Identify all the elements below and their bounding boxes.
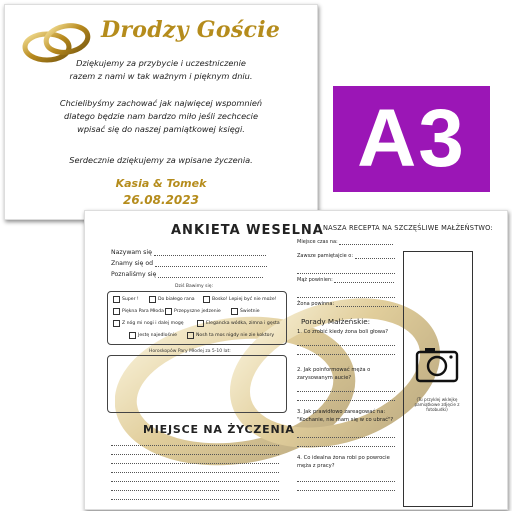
wish-line[interactable] (111, 454, 279, 455)
dotted-line[interactable] (297, 297, 395, 298)
survey-title: ANKIETA WESELNA (171, 223, 324, 238)
camera-icon (415, 345, 459, 383)
option-label: Elegancka wódka, zimna i gęsta (206, 321, 280, 326)
option-label: Przepyszne jedzenie (174, 309, 221, 314)
wishes-title: MIEJSCE NA ŻYCZENIA (143, 423, 295, 436)
greeting-paragraph-1 (5, 57, 317, 83)
survey-card (84, 210, 508, 510)
checkbox-icon[interactable] (165, 308, 172, 315)
wish-line[interactable] (111, 463, 279, 464)
dotted-line (158, 277, 263, 278)
field-label: Znamy się od (111, 260, 154, 267)
horoscope-label: Horoskopów Pary Młodej za 5-10 lat: (149, 349, 231, 354)
dotted-line (155, 266, 267, 267)
greeting-paragraph-2 (5, 97, 317, 136)
field-label: Nazywam się (111, 249, 152, 256)
dotted-line (339, 244, 393, 245)
text-line: wpisać się do naszej pamiątkowej księgi. (77, 124, 245, 134)
option-checkbox[interactable] (149, 296, 195, 303)
dotted-line (154, 255, 266, 256)
field-known-since (111, 260, 267, 267)
wish-line[interactable] (111, 445, 279, 446)
photo-caption: (Tu przyklej wklejkę pamiątkowe zdjęcie z fotobudki) (414, 397, 460, 413)
text-line: Dziękujemy za przybycie i uczestniczenie (76, 58, 246, 68)
checkbox-icon[interactable] (149, 296, 156, 303)
advice-question-1: 1. Co zrobić kiedy żona boli głowa? (297, 329, 388, 335)
greeting-paragraph-3 (5, 154, 317, 167)
wish-line[interactable] (111, 481, 279, 482)
size-badge (333, 86, 490, 192)
dotted-line[interactable] (297, 490, 395, 491)
dotted-line[interactable] (297, 273, 395, 274)
option-label: Piękna Para Młoda (122, 309, 164, 314)
checkbox-icon[interactable] (203, 296, 210, 303)
field-name (111, 249, 266, 256)
option-label: Bosko! Lepiej być nie może! (212, 297, 277, 302)
advice-question-3: 3. Jak prawidłowo zareagować na: "Kochanie, nie mam się w co ubrać"? (297, 409, 394, 423)
option-checkbox[interactable] (113, 320, 184, 327)
size-badge-label: A3 (357, 93, 466, 184)
option-label: Do białego rana (158, 297, 195, 302)
option-label: Świetnie (240, 309, 260, 314)
field-label: Mąż powinien: (297, 277, 333, 283)
text-line: razem z nami w tak ważnym i pięknym dniu. (69, 71, 253, 81)
recipe-title: NASZA RECEPTA NA SZCZĘŚLIWE MAŁŻEŃSTWO: (323, 224, 493, 232)
checkbox-icon[interactable] (113, 320, 120, 327)
advice-title: Porady Małżeńskie: (301, 317, 371, 326)
text-line: Chcielibyśmy zachować jak najwięcej wspomnień (59, 98, 263, 108)
option-checkbox[interactable] (113, 296, 139, 303)
option-label: Z nóg mi nogi i dalej mogę (122, 321, 184, 326)
checkbox-icon[interactable] (113, 308, 120, 315)
field-label: Zawsze pamiętajcie o: (297, 253, 354, 259)
option-checkbox[interactable] (187, 332, 274, 339)
recipe-field (297, 301, 398, 307)
checkbox-icon[interactable] (129, 332, 136, 339)
option-label: Nosh ta mos nigdy nie zie koktory (196, 333, 275, 338)
dotted-line[interactable] (297, 446, 395, 447)
advice-question-2: 2. Jak poinformować męża o zarysowanym aucie? (297, 367, 371, 381)
option-label: Super ! (122, 297, 139, 302)
horoscope-box[interactable] (107, 355, 287, 413)
dotted-line[interactable] (297, 437, 395, 438)
dotted-line[interactable] (297, 354, 395, 355)
field-met (111, 271, 263, 278)
text-line: dlatego będzie nam bardzo miło jeśli zechcecie (64, 111, 258, 121)
dotted-line[interactable] (297, 345, 395, 346)
dotted-line (334, 282, 394, 283)
recipe-field (297, 253, 395, 259)
checkbox-icon[interactable] (113, 296, 120, 303)
field-label: Poznaliśmy się (111, 271, 157, 278)
dotted-line (336, 306, 398, 307)
advice-question-4: 4. Co idealna żona robi po powrocie męża z pracy? (297, 455, 390, 469)
dotted-line[interactable] (297, 391, 395, 392)
field-label: Żona powinna: (297, 301, 335, 307)
dotted-line[interactable] (297, 400, 395, 401)
wish-line[interactable] (111, 499, 279, 500)
text-line: Serdecznie dziękujemy za wpisane życzenia. (69, 155, 253, 165)
option-checkbox[interactable] (129, 332, 177, 339)
option-checkbox[interactable] (113, 308, 164, 315)
option-label: Jestę najedlośnie (138, 333, 177, 338)
checkbox-icon[interactable] (231, 308, 238, 315)
option-checkbox[interactable] (197, 320, 280, 327)
option-checkbox[interactable] (165, 308, 221, 315)
recipe-field (297, 239, 393, 245)
field-label: Miejsce czas na: (297, 239, 338, 245)
greeting-title: Drodzy Goście (101, 17, 281, 43)
wish-line[interactable] (111, 490, 279, 491)
dotted-line[interactable] (297, 481, 395, 482)
option-checkbox[interactable] (231, 308, 260, 315)
checkbox-icon[interactable] (187, 332, 194, 339)
option-checkbox[interactable] (203, 296, 276, 303)
dotted-line (355, 258, 395, 259)
bawimy-label: Dziś Bawimy się: (175, 284, 213, 289)
couple-names: Kasia & Tomek (115, 177, 207, 190)
wedding-date: 26.08.2023 (123, 193, 199, 207)
wish-line[interactable] (111, 472, 279, 473)
greeting-card (4, 4, 318, 220)
recipe-field (297, 277, 394, 283)
checkbox-icon[interactable] (197, 320, 204, 327)
